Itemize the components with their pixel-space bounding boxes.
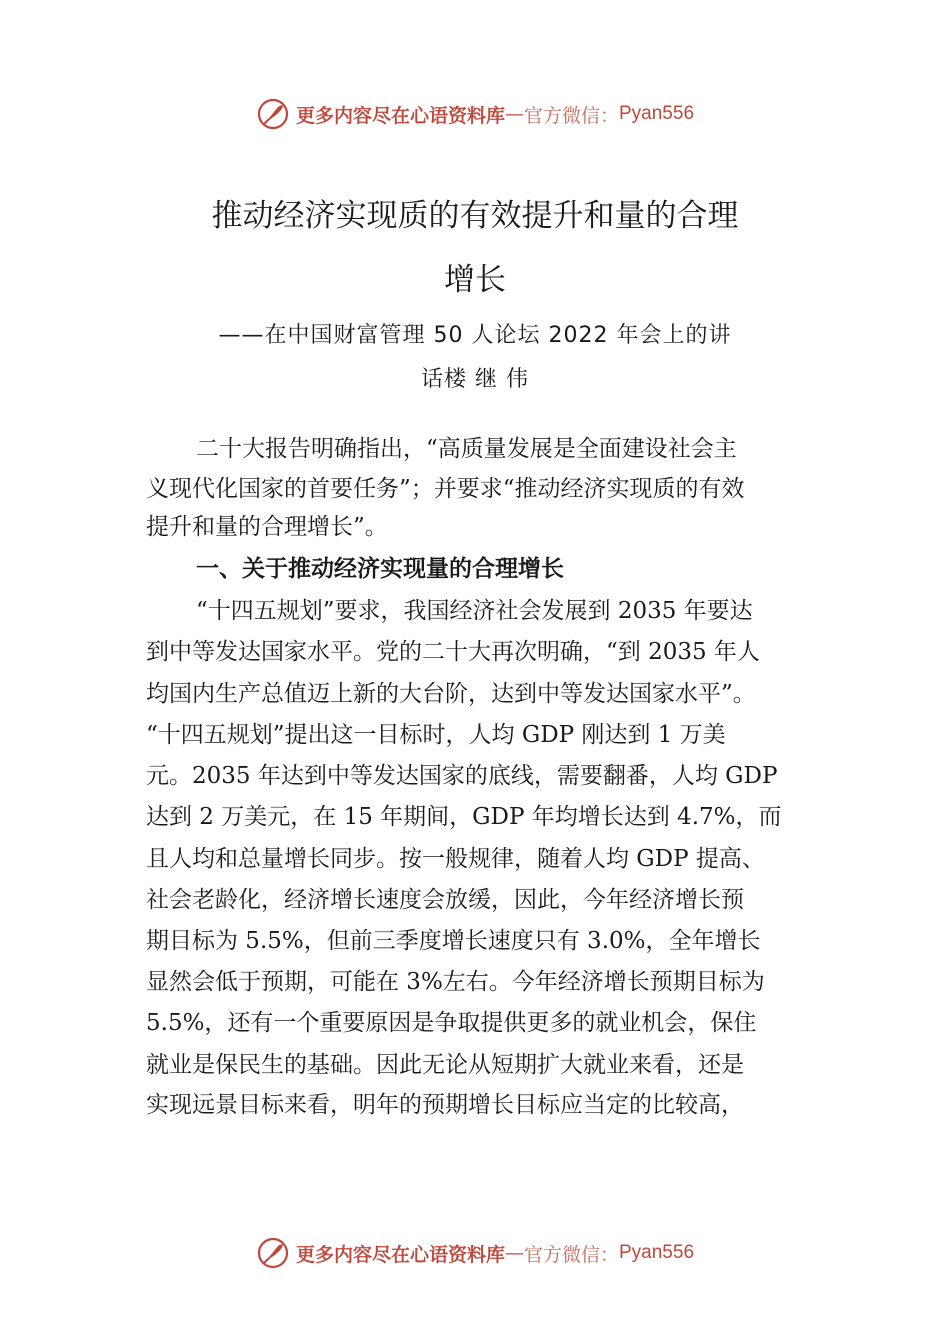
paragraph-line: 二十大报告明确指出，“高质量发展是全面建设社会主	[196, 436, 737, 462]
paragraph-line: 到中等发达国家水平。党的二十大再次明确，“到 2035 年人	[146, 639, 760, 665]
watermark-wechat-label: 官方微信：	[523, 104, 619, 127]
paragraph-line: 均国内生产总值迈上新的大台阶，达到中等发达国家水平”。	[146, 681, 756, 707]
paragraph-line: 就业是保民生的基础。因此无论从短期扩大就业来看，还是	[146, 1052, 744, 1078]
subtitle-line-1: ——在中国财富管理 50 人论坛 2022 年会上的讲	[218, 323, 732, 348]
watermark-dash: —	[504, 1242, 524, 1264]
paragraph-line: 5.5%，还有一个重要原因是争取提供更多的就业机会，保住	[146, 1010, 757, 1036]
watermark-dash: —	[504, 103, 524, 125]
paragraph-line: 显然会低于预期，可能在 3%左右。今年经济增长预期目标为	[146, 969, 765, 995]
footer-watermark	[0, 1233, 950, 1273]
subtitle-line-2: 话楼 继 伟	[421, 367, 529, 392]
paragraph-line: 元。2035 年达到中等发达国家的底线，需要翻番，人均 GDP	[146, 763, 778, 789]
paragraph-line: 且人均和总量增长同步。按一般规律，随着人均 GDP 提高、	[146, 846, 765, 872]
quill-logo-icon	[256, 1236, 290, 1270]
quill-logo-icon	[256, 97, 290, 131]
paragraph-line: 义现代化国家的首要任务”；并要求“推动经济实现质的有效	[146, 476, 745, 502]
page-title-line-2: 增长	[444, 262, 506, 298]
watermark-brand: 更多内容尽在心语资料库	[295, 104, 505, 127]
paragraph-line: 社会老龄化，经济增长速度会放缓，因此，今年经济增长预	[146, 887, 744, 913]
watermark-wechat-label: 官方微信：	[523, 1243, 619, 1266]
paragraph-line: 实现远景目标来看，明年的预期增长目标应当定的比较高，	[146, 1092, 744, 1118]
paragraph-line: “十四五规划”要求，我国经济社会发展到 2035 年要达	[196, 598, 753, 624]
watermark-brand: 更多内容尽在心语资料库	[295, 1243, 505, 1266]
page-title-line-1: 推动经济实现质的有效提升和量的合理	[211, 198, 739, 234]
header-watermark	[0, 94, 950, 134]
watermark-wechat-id: Pyan556	[619, 1242, 695, 1263]
paragraph-line: “十四五规划”提出这一目标时，人均 GDP 刚达到 1 万美	[146, 722, 726, 748]
paragraph-line: 提升和量的合理增长”。	[146, 514, 388, 540]
paragraph-line: 达到 2 万美元，在 15 年期间，GDP 年均增长达到 4.7%，而	[146, 804, 782, 830]
watermark-wechat-id: Pyan556	[619, 103, 695, 124]
section-heading: 一、关于推动经济实现量的合理增长	[196, 556, 564, 582]
paragraph-line: 期目标为 5.5%，但前三季度增长速度只有 3.0%，全年增长	[146, 928, 761, 954]
